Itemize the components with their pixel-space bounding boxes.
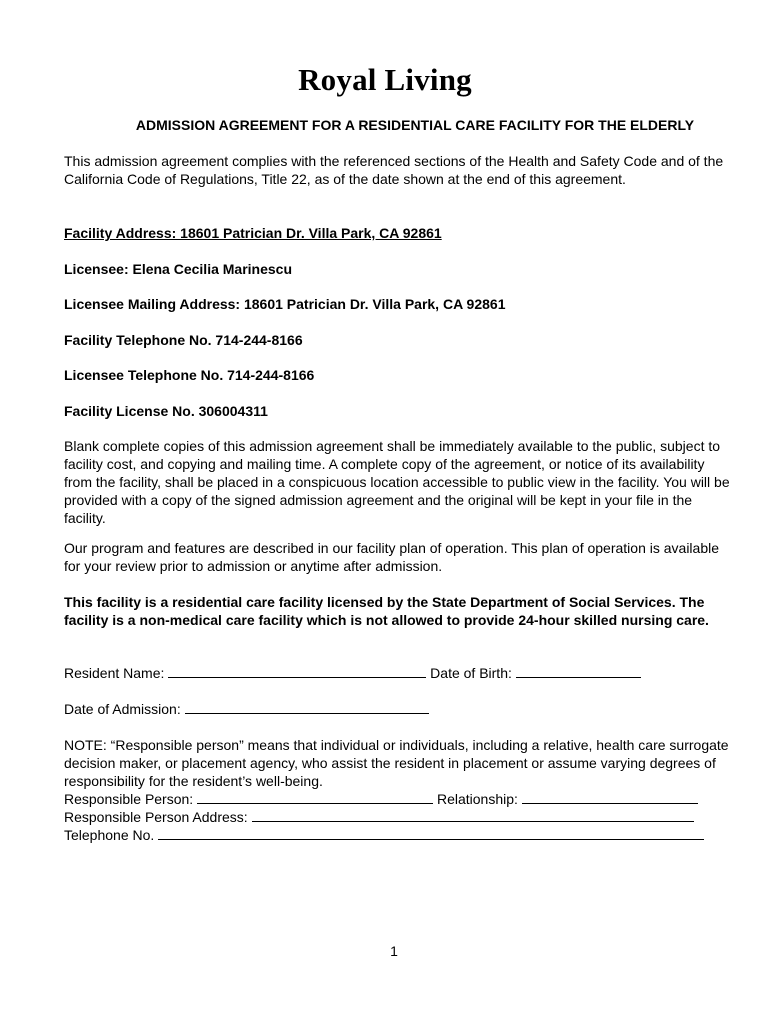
responsible-person-note: NOTE: “Responsible person” means that individual or individuals, including a relative, health care surrogate decision maker, or placement agency, who assist the resident in placement or assume varying degrees of responsibility for the resident’s well-being. (64, 737, 729, 789)
resident-name-label: Resident Name: (64, 665, 165, 681)
page-title: Royal Living (298, 62, 472, 97)
responsible-address-row (64, 808, 694, 826)
resident-name-field[interactable] (168, 664, 426, 678)
licensee-line (64, 260, 734, 278)
responsible-person-label: Responsible Person: (64, 791, 194, 807)
licensee-telephone: Licensee Telephone No. 714-244-8166 (64, 367, 315, 383)
resident-name-row (64, 664, 641, 682)
responsible-person-row (64, 790, 698, 808)
page-number: 1 (390, 943, 398, 959)
relationship-label: Relationship: (436, 791, 518, 807)
responsible-address-field[interactable] (252, 808, 694, 822)
admission-date-field[interactable] (185, 700, 429, 714)
facility-address: Facility Address: 18601 Patrician Dr. Villa Park, CA 92861 (64, 225, 442, 241)
licensee-mailing-address: Licensee Mailing Address: 18601 Patrician Dr. Villa Park, CA 92861 (64, 296, 506, 312)
date-of-birth-field[interactable] (516, 664, 641, 678)
telephone-label: Telephone No. (64, 827, 155, 843)
intro-paragraph: This admission agreement complies with the referenced sections of the Health and Safety Code and of the California Code of Regulations, Title 22, as of the date shown at the end of this agreement. (64, 153, 724, 187)
document-subtitle: ADMISSION AGREEMENT FOR A RESIDENTIAL CARE FACILITY FOR THE ELDERLY (135, 117, 695, 133)
telephone-row (64, 826, 704, 844)
admission-date-row (64, 700, 429, 718)
licensee-name: : Elena Cecilia Marinescu (123, 261, 293, 277)
licensee-label: Licensee (64, 261, 124, 277)
facility-license-number: Facility License No. 306004311 (64, 403, 268, 419)
blank-copies-paragraph: Blank complete copies of this admission agreement shall be immediately available to the public, subject to facility cost, and copying and mailing time. A complete copy of the agreement, or notice of its availability from the facility, shall be placed in a conspicuous location accessible to public view in the facility. You will be provided with a copy of the signed admission agreement and the original will be kept in your file in the facility. (64, 438, 730, 526)
licensed-notice: This facility is a residential care facility licensed by the State Department of Social Services. The facility is a non-medical care facility which is not allowed to provide 24-hour skilled nursing care. (64, 594, 709, 628)
program-paragraph: Our program and features are described in our facility plan of operation. This plan of operation is available for your review prior to admission or anytime after admission. (64, 540, 720, 574)
facility-telephone: Facility Telephone No. 714-244-8166 (64, 332, 303, 348)
admission-date-label: Date of Admission: (64, 701, 181, 717)
date-of-birth-label: Date of Birth: (430, 665, 512, 681)
licensee-colon-name (124, 261, 292, 277)
relationship-field[interactable] (522, 790, 698, 804)
telephone-field[interactable] (158, 826, 704, 840)
responsible-address-label: Responsible Person Address: (64, 809, 248, 825)
responsible-person-field[interactable] (197, 790, 433, 804)
